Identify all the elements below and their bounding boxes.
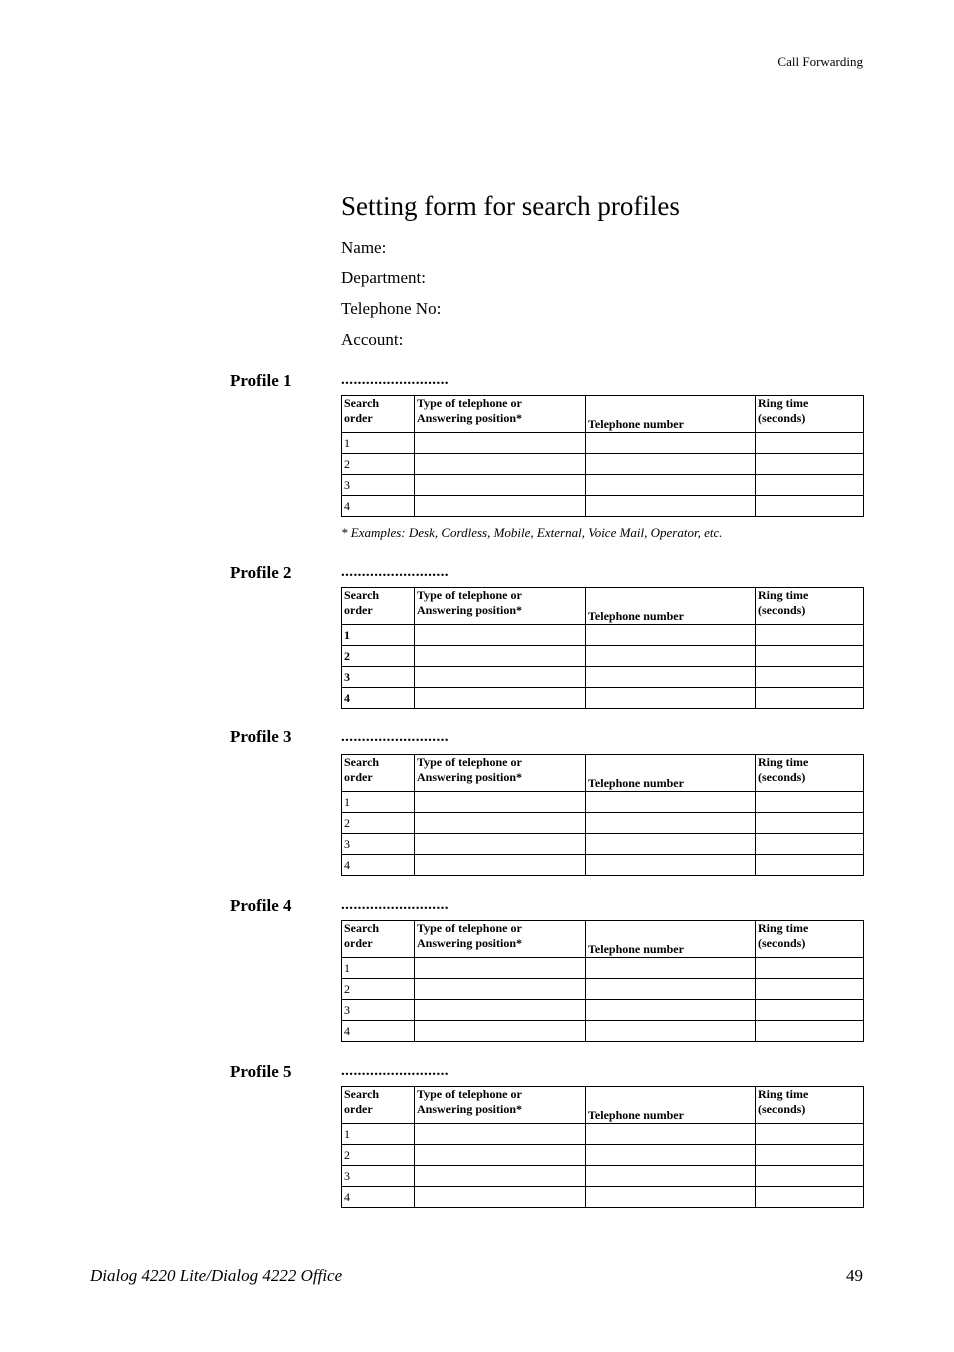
type-header: Type of telephone or Answering position* [415, 921, 586, 958]
telephone-cell[interactable] [586, 1124, 756, 1145]
ring-time-cell[interactable] [756, 958, 864, 979]
profile-4-label: Profile 4 [230, 896, 292, 915]
telephone-number-header: Telephone number [586, 588, 756, 625]
table-row [342, 813, 864, 834]
profile-3-label: Profile 3 [230, 727, 292, 746]
ring-time-cell[interactable] [756, 646, 864, 667]
table-row [342, 834, 864, 855]
search-order-header: Search order [342, 396, 415, 433]
table-row [342, 625, 864, 646]
type-cell[interactable] [415, 958, 586, 979]
type-cell[interactable] [415, 646, 586, 667]
telephone-cell[interactable] [586, 1145, 756, 1166]
telephone-number-header: Telephone number [586, 1087, 756, 1124]
ring-time-cell[interactable] [756, 688, 864, 709]
order-cell: 1 [342, 958, 415, 979]
telephone-cell[interactable] [586, 1166, 756, 1187]
type-cell[interactable] [415, 813, 586, 834]
telephone-cell[interactable] [586, 1187, 756, 1208]
telephone-cell[interactable] [586, 1021, 756, 1042]
ring-time-header: Ring time (seconds) [756, 396, 864, 433]
type-cell[interactable] [415, 433, 586, 454]
type-cell[interactable] [415, 454, 586, 475]
type-cell[interactable] [415, 496, 586, 517]
telephone-cell[interactable] [586, 433, 756, 454]
type-cell[interactable] [415, 667, 586, 688]
table-row [342, 1187, 864, 1208]
telephone-cell[interactable] [586, 979, 756, 1000]
table-row [342, 646, 864, 667]
profile-1-table [341, 395, 864, 517]
profile-5-label: Profile 5 [230, 1062, 292, 1081]
order-cell: 2 [342, 1145, 415, 1166]
account-field-label: Account: [341, 330, 404, 349]
type-cell[interactable] [415, 1145, 586, 1166]
ring-time-header: Ring time (seconds) [756, 755, 864, 792]
profile-3-table [341, 754, 864, 876]
table-row [342, 454, 864, 475]
table-row [342, 855, 864, 876]
name-field-label: Name: [341, 238, 387, 257]
page-number: 49 [846, 1266, 863, 1285]
ring-time-header: Ring time (seconds) [756, 921, 864, 958]
form-title: Setting form for search profiles [341, 191, 680, 221]
table-row [342, 979, 864, 1000]
table-row [342, 496, 864, 517]
type-cell[interactable] [415, 688, 586, 709]
ring-time-cell[interactable] [756, 1000, 864, 1021]
order-cell: 4 [342, 1187, 415, 1208]
profile-2-name-line: .......................... [341, 564, 449, 580]
order-cell: 4 [342, 688, 415, 709]
telephone-cell[interactable] [586, 688, 756, 709]
ring-time-cell[interactable] [756, 433, 864, 454]
order-cell: 3 [342, 1000, 415, 1021]
table-header-row [342, 755, 864, 792]
table-header-row [342, 396, 864, 433]
order-cell: 4 [342, 496, 415, 517]
profile-4-name-line: .......................... [341, 897, 449, 913]
table-row [342, 1166, 864, 1187]
table-row [342, 1124, 864, 1145]
telephone-cell[interactable] [586, 855, 756, 876]
table-row [342, 1000, 864, 1021]
profile-3-name-line: .......................... [341, 729, 449, 745]
order-cell: 1 [342, 625, 415, 646]
search-order-header: Search order [342, 588, 415, 625]
ring-time-cell[interactable] [756, 667, 864, 688]
ring-time-header: Ring time (seconds) [756, 1087, 864, 1124]
type-header: Type of telephone or Answering position* [415, 755, 586, 792]
ring-time-cell[interactable] [756, 792, 864, 813]
profile-4-table [341, 920, 864, 1042]
table-row [342, 1021, 864, 1042]
type-cell[interactable] [415, 475, 586, 496]
ring-time-cell[interactable] [756, 855, 864, 876]
telephone-cell[interactable] [586, 667, 756, 688]
order-cell: 1 [342, 1124, 415, 1145]
search-order-header: Search order [342, 921, 415, 958]
type-cell[interactable] [415, 625, 586, 646]
table-row [342, 475, 864, 496]
order-cell: 2 [342, 979, 415, 1000]
telephone-cell[interactable] [586, 1000, 756, 1021]
ring-time-cell[interactable] [756, 496, 864, 517]
profile-5-table [341, 1086, 864, 1208]
ring-time-cell[interactable] [756, 1145, 864, 1166]
ring-time-cell[interactable] [756, 1166, 864, 1187]
type-header: Type of telephone or Answering position* [415, 396, 586, 433]
type-cell[interactable] [415, 855, 586, 876]
telephone-number-header: Telephone number [586, 755, 756, 792]
type-cell[interactable] [415, 1124, 586, 1145]
profile-5-name-line: .......................... [341, 1063, 449, 1079]
type-cell[interactable] [415, 979, 586, 1000]
ring-time-cell[interactable] [756, 475, 864, 496]
telephone-cell[interactable] [586, 646, 756, 667]
order-cell: 3 [342, 475, 415, 496]
telephone-cell[interactable] [586, 958, 756, 979]
table-header-row [342, 1087, 864, 1124]
type-header: Type of telephone or Answering position* [415, 1087, 586, 1124]
type-cell[interactable] [415, 1000, 586, 1021]
footer-title: Dialog 4220 Lite/Dialog 4222 Office [90, 1266, 343, 1285]
type-cell[interactable] [415, 834, 586, 855]
ring-time-cell[interactable] [756, 454, 864, 475]
telephone-number-header: Telephone number [586, 921, 756, 958]
type-cell[interactable] [415, 1166, 586, 1187]
order-cell: 2 [342, 646, 415, 667]
table-row [342, 667, 864, 688]
type-cell[interactable] [415, 1187, 586, 1208]
telephone-cell[interactable] [586, 625, 756, 646]
telephone-cell[interactable] [586, 475, 756, 496]
order-cell: 2 [342, 454, 415, 475]
table-row [342, 433, 864, 454]
profile-1-name-line: .......................... [341, 372, 449, 388]
order-cell: 4 [342, 855, 415, 876]
table-row [342, 1145, 864, 1166]
ring-time-cell[interactable] [756, 813, 864, 834]
telephone-cell[interactable] [586, 454, 756, 475]
running-header: Call Forwarding [777, 54, 863, 69]
ring-time-cell[interactable] [756, 1187, 864, 1208]
search-order-header: Search order [342, 755, 415, 792]
table-row [342, 792, 864, 813]
ring-time-cell[interactable] [756, 625, 864, 646]
ring-time-cell[interactable] [756, 979, 864, 1000]
order-cell: 1 [342, 792, 415, 813]
order-cell: 3 [342, 1166, 415, 1187]
type-cell[interactable] [415, 792, 586, 813]
ring-time-cell[interactable] [756, 1021, 864, 1042]
telephone-cell[interactable] [586, 496, 756, 517]
table-header-row [342, 921, 864, 958]
ring-time-cell[interactable] [756, 834, 864, 855]
search-order-header: Search order [342, 1087, 415, 1124]
order-cell: 1 [342, 433, 415, 454]
ring-time-cell[interactable] [756, 1124, 864, 1145]
telephone-no-field-label: Telephone No: [341, 299, 442, 318]
department-field-label: Department: [341, 268, 426, 287]
order-cell: 3 [342, 667, 415, 688]
order-cell: 4 [342, 1021, 415, 1042]
profile-2-label: Profile 2 [230, 563, 292, 582]
type-header: Type of telephone or Answering position* [415, 588, 586, 625]
order-cell: 2 [342, 813, 415, 834]
telephone-cell[interactable] [586, 792, 756, 813]
telephone-cell[interactable] [586, 813, 756, 834]
type-cell[interactable] [415, 1021, 586, 1042]
telephone-number-header: Telephone number [586, 396, 756, 433]
footnote: * Examples: Desk, Cordless, Mobile, External, Voice Mail, Operator, etc. [341, 525, 723, 540]
table-header-row [342, 588, 864, 625]
telephone-cell[interactable] [586, 834, 756, 855]
table-row [342, 958, 864, 979]
profile-1-label: Profile 1 [230, 371, 292, 390]
order-cell: 3 [342, 834, 415, 855]
table-row [342, 688, 864, 709]
ring-time-header: Ring time (seconds) [756, 588, 864, 625]
profile-2-table [341, 587, 864, 709]
